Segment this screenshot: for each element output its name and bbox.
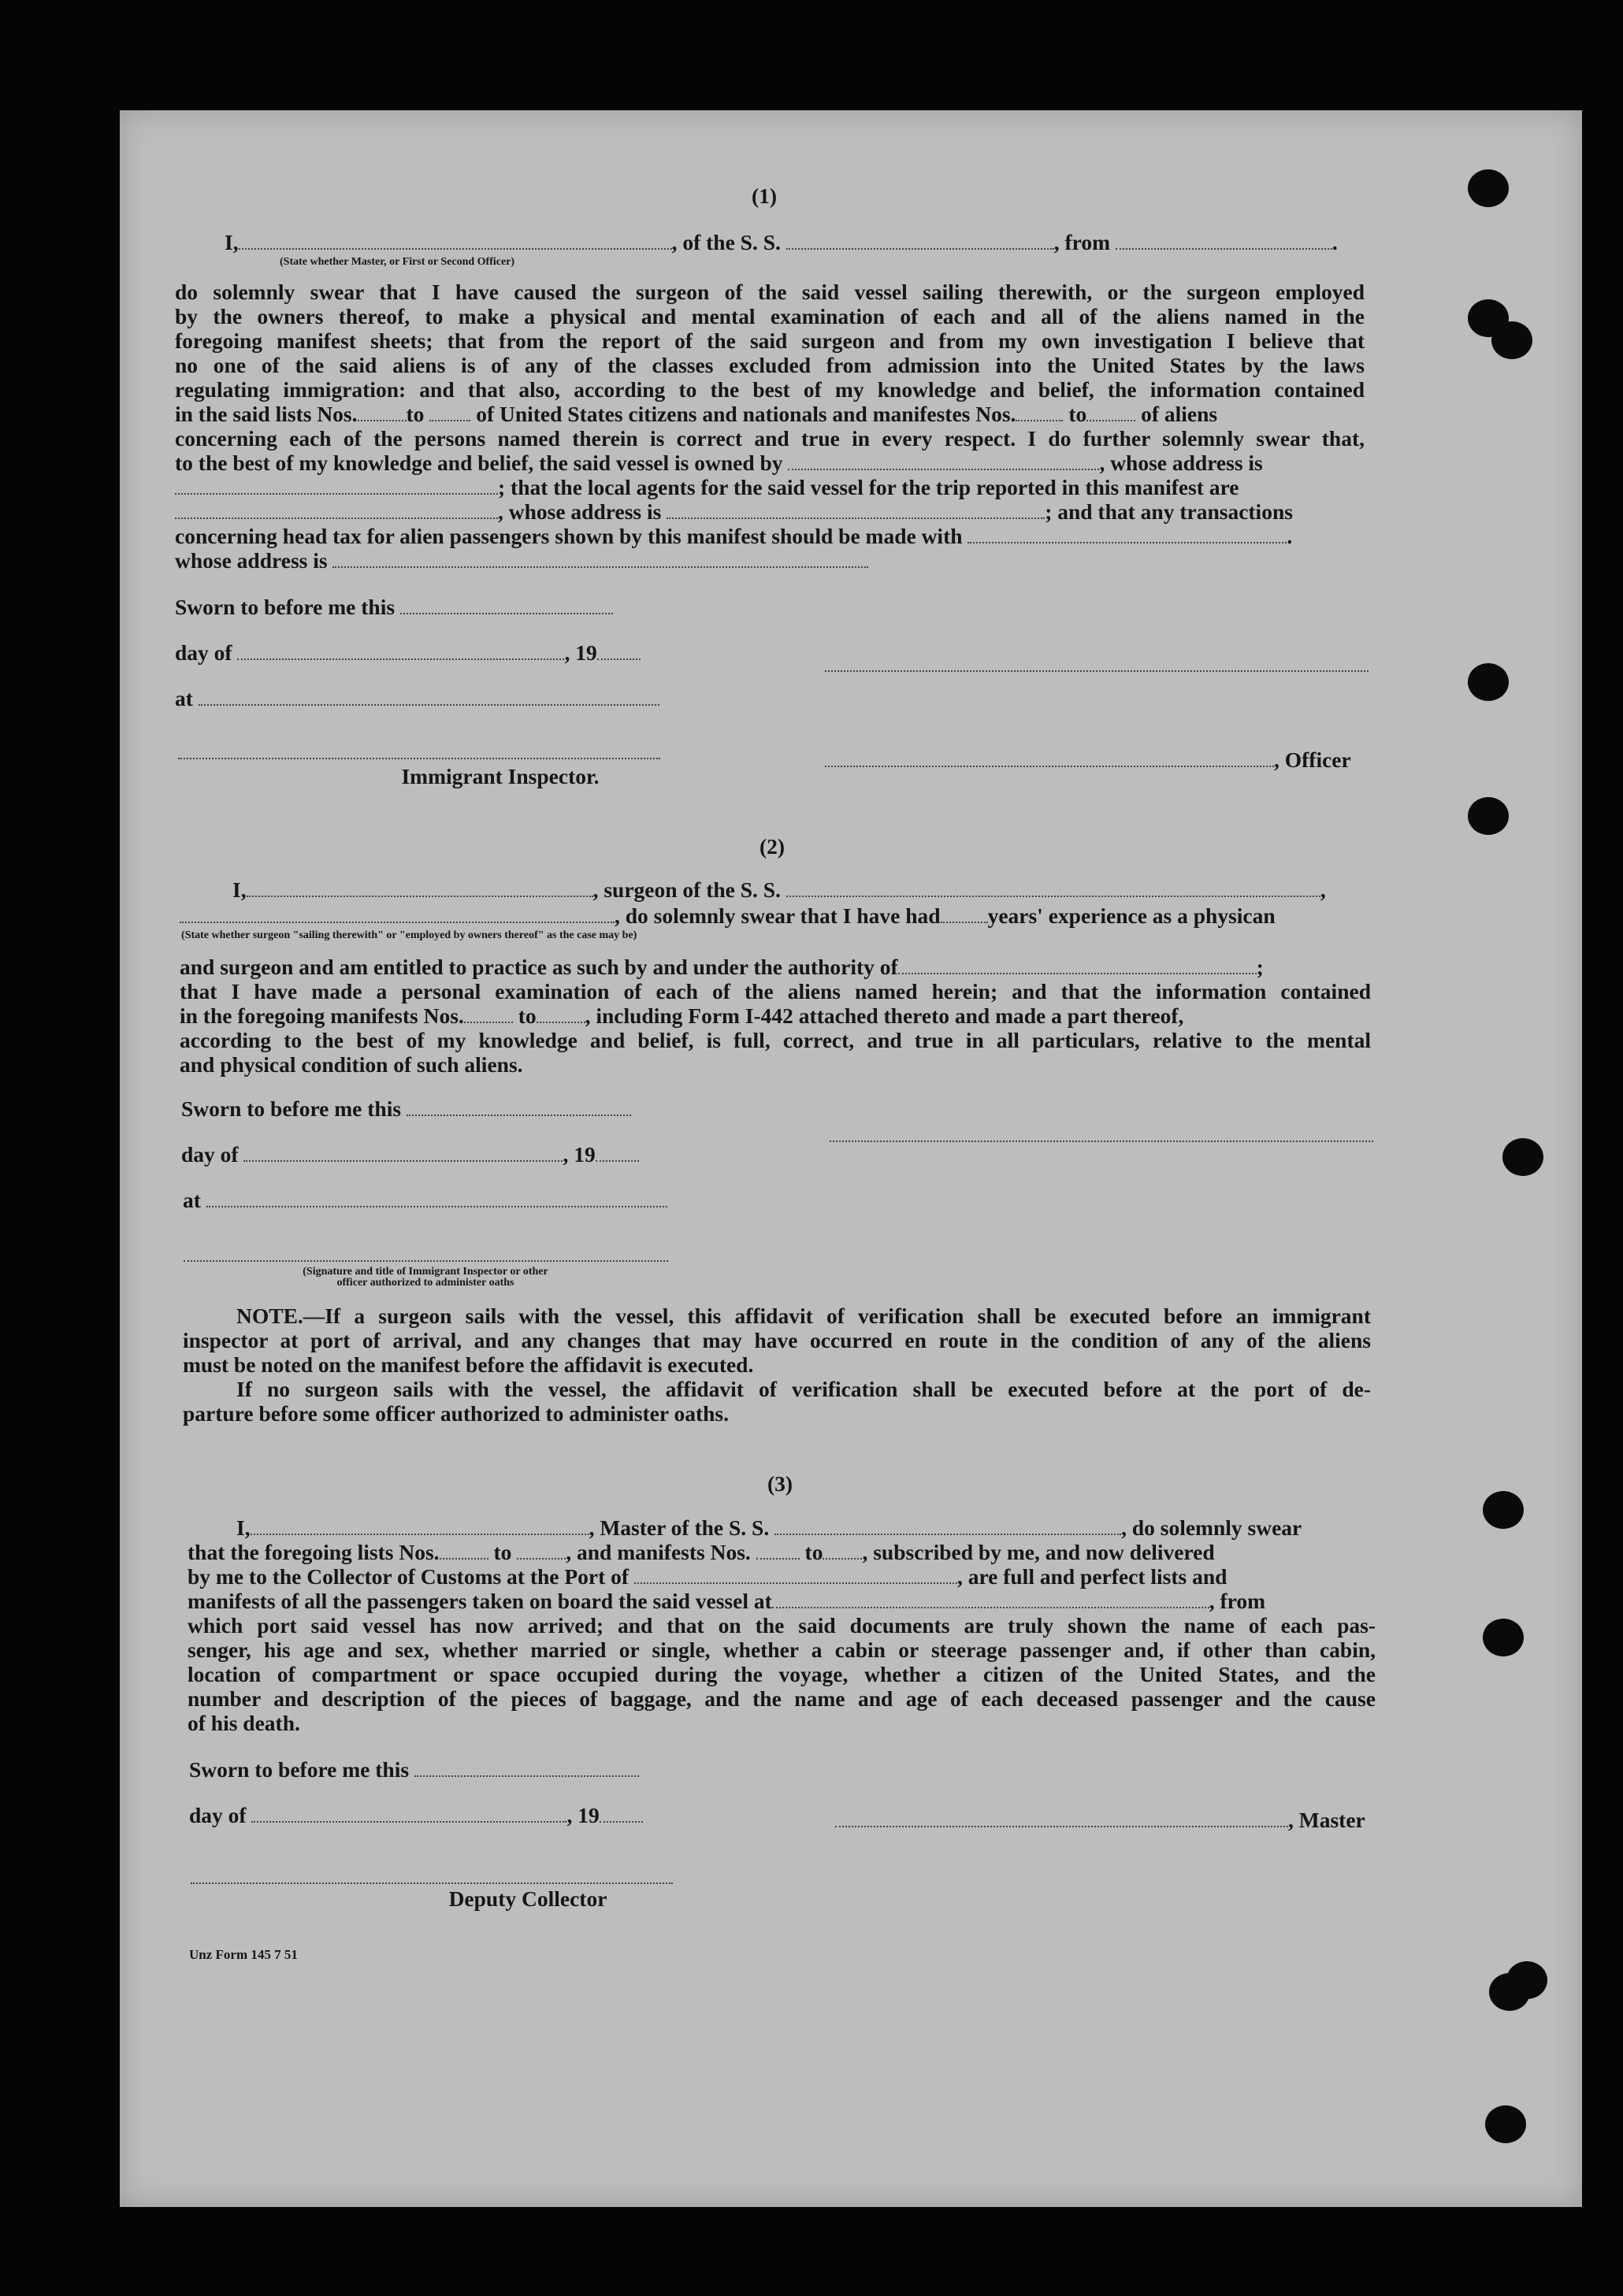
owner-address-field[interactable] (175, 476, 498, 495)
s2-at: at (183, 1188, 667, 1212)
binder-hole-1 (1468, 169, 1509, 207)
officer-name-field[interactable] (239, 231, 672, 250)
s3-master-signature-field[interactable] (835, 1808, 1288, 1827)
from-port-field[interactable] (1116, 231, 1332, 250)
s3-collector-signature-line[interactable] (191, 1882, 673, 1884)
s1-line-8: concerning each of the persons named therein is correct and true in every respect. I do further solemnly swear that, (175, 426, 1365, 451)
section-3-number: (3) (767, 1471, 793, 1496)
s2-at-field[interactable] (206, 1189, 667, 1207)
boarding-port-field[interactable] (772, 1589, 1209, 1608)
s1-officer-signature-line[interactable] (825, 670, 1369, 672)
head-tax-contact-field[interactable] (967, 525, 1287, 543)
s1-line-12: concerning head tax for alien passengers shown by this manifest should be made with . (175, 524, 1293, 548)
s1-sworn: Sworn to before me this (175, 595, 613, 619)
s2-signature-caption-1: (Signature and title of Immigrant Inspector or other (303, 1266, 548, 1278)
s2-line-5: in the foregoing manifests Nos. to , including Form I-442 attached thereto and made a part thereof, (180, 1003, 1184, 1028)
binder-hole-8 (1483, 1619, 1524, 1656)
s1-para-line: foregoing manifest sheets; that from the report of the said surgeon and from my own investigation I believe that (175, 328, 1365, 353)
s2-line-2: , do solemnly swear that I have had years' experience as a physican (180, 903, 1276, 928)
s2-line-6: according to the best of my knowledge and belief, is full, correct, and true in all particulars, relative to the mental (180, 1028, 1371, 1052)
lists-from-field[interactable] (358, 402, 407, 421)
s3-lists-to-field[interactable] (517, 1541, 566, 1560)
s3-vessel-field[interactable] (774, 1516, 1121, 1535)
s2-inspector-signature-line[interactable] (184, 1260, 668, 1262)
master-name-field[interactable] (251, 1516, 589, 1535)
s3-year-field[interactable] (600, 1804, 643, 1823)
s3-line-2: that the foregoing lists Nos. to , and manifests Nos. to , subscribed by me, and now delivered (188, 1540, 1215, 1564)
s1-month-field[interactable] (237, 641, 564, 660)
s3-sworn-date-field[interactable] (414, 1758, 639, 1777)
s3-line-1: I, , Master of the S. S. , do solemnly swear (236, 1515, 1302, 1540)
s3-para-line: number and description of the pieces of baggage, and the name and age of each deceased passenger and the cause (188, 1686, 1376, 1711)
s2-line-1: I, , surgeon of the S. S. , (232, 877, 1326, 902)
s1-para-line: regulating immigration: and that also, according to the best of my knowledge and belief, the information contained (175, 377, 1365, 402)
s3-para-line: location of compartment or space occupied during the voyage, whether a citizen of the United States, and the (188, 1662, 1376, 1686)
s1-line-11: , whose address is ; and that any transactions (175, 499, 1293, 524)
binder-hole-10 (1506, 1961, 1547, 1999)
s2-vessel-field[interactable] (786, 878, 1320, 897)
s1-officer-title-field[interactable] (825, 748, 1274, 767)
s3-line-3: by me to the Collector of Customs at the Port of , are full and perfect lists and (188, 1564, 1227, 1589)
owner-field[interactable] (788, 451, 1099, 470)
s1-inspector-signature-line[interactable] (178, 758, 660, 759)
authority-field[interactable] (898, 955, 1257, 974)
s2-dayof: day of , 19 (181, 1142, 639, 1167)
s2-surgeon-signature-line[interactable] (830, 1141, 1373, 1142)
s3-month-field[interactable] (251, 1804, 566, 1823)
immigrant-inspector-label: Immigrant Inspector. (401, 764, 600, 788)
s2-signature-caption-2: officer authorized to administer oaths (336, 1277, 514, 1289)
section-1-number: (1) (751, 184, 778, 208)
s1-officer-label: , Officer (825, 747, 1351, 772)
s1-para-line: no one of the said aliens is of any of the classes excluded from admission into the United States by the laws (175, 353, 1365, 377)
s2-note-line: inspector at port of arrival, and any changes that may have occurred en route in the condition of any of the aliens (183, 1328, 1371, 1352)
port-field[interactable] (634, 1565, 957, 1584)
s2-manifest-to-field[interactable] (537, 1004, 585, 1023)
s3-master-label: , Master (835, 1808, 1365, 1832)
s1-para-line: by the owners thereof, to make a physical and mental examination of each and all of the aliens named in the (175, 304, 1365, 328)
manifests-from-field[interactable] (1016, 402, 1063, 421)
s1-sworn-date-field[interactable] (400, 595, 613, 614)
s3-lists-from-field[interactable] (440, 1541, 488, 1560)
s3-sworn: Sworn to before me this (189, 1757, 639, 1782)
s3-manifests-from-field[interactable] (756, 1541, 800, 1560)
section-2-number: (2) (759, 834, 786, 859)
s2-note-line: parture before some officer authorized to administer oaths. (183, 1401, 729, 1426)
s3-para-line: senger, his age and sex, whether married or single, whether a cabin or steerage passenger and, if other than cabin, (188, 1638, 1376, 1662)
binder-hole-4 (1468, 663, 1509, 701)
s3-dayof: day of , 19 (189, 1803, 643, 1827)
head-tax-address-field[interactable] (332, 549, 868, 568)
surgeon-name-field[interactable] (247, 878, 593, 897)
s2-line-7: and physical condition of such aliens. (180, 1052, 523, 1077)
binder-hole-3 (1491, 321, 1532, 359)
deputy-collector-label: Deputy Collector (448, 1886, 607, 1911)
s2-month-field[interactable] (243, 1143, 563, 1162)
s3-line-9: of his death. (188, 1711, 300, 1735)
s1-line-9: to the best of my knowledge and belief, the said vessel is owned by , whose address is (175, 451, 1263, 475)
surgeon-status-field[interactable] (180, 904, 615, 923)
s2-sworn: Sworn to before me this (181, 1096, 631, 1121)
s3-manifests-to-field[interactable] (823, 1541, 862, 1560)
s3-line-4: manifests of all the passengers taken on board the said vessel at , from (188, 1589, 1266, 1613)
manifests-to-field[interactable] (1086, 402, 1135, 421)
binder-hole-7 (1483, 1491, 1524, 1529)
years-experience-field[interactable] (941, 904, 988, 923)
s1-line-10: ; that the local agents for the said vessel for the trip reported in this manifest are (175, 475, 1239, 499)
s2-note-line: NOTE.—If a surgeon sails with the vessel, this affidavit of verification shall be executed before an immigrant (236, 1304, 1371, 1328)
s1-at: at (175, 686, 659, 710)
s2-year-field[interactable] (596, 1143, 639, 1162)
s1-para-line: do solemnly swear that I have caused the surgeon of the said vessel sailing therewith, or the surgeon employed (175, 280, 1365, 304)
s2-line-4: that I have made a personal examination of each of the aliens named herein; and that the information contained (180, 979, 1371, 1003)
s2-note-line: If no surgeon sails with the vessel, the affidavit of verification shall be executed before at the port of de- (236, 1377, 1371, 1401)
s2-note-line: must be noted on the manifest before the affidavit is executed. (183, 1352, 754, 1377)
s1-line-1: I, , of the S. S. , from . (225, 230, 1338, 254)
s1-year-field[interactable] (597, 641, 641, 660)
binder-hole-5 (1468, 797, 1509, 835)
binder-hole-6 (1502, 1138, 1543, 1176)
binder-hole-11 (1485, 2105, 1526, 2143)
s1-line-7: in the said lists Nos. to of United States citizens and nationals and manifestes Nos. to of aliens (175, 402, 1218, 426)
form-number: Unz Form 145 7 51 (189, 1947, 298, 1962)
s2-line-3: and surgeon and am entitled to practice as such by and under the authority of ; (180, 955, 1264, 979)
s1-officer-note: (State whether Master, or First or Second Officer) (280, 256, 515, 268)
s1-dayof: day of , 19 (175, 640, 641, 665)
s1-at-field[interactable] (199, 687, 659, 706)
s2-surgeon-note: (State whether surgeon "sailing therewith" or "employed by owners thereof" as the case may be) (181, 929, 637, 941)
agents-address-field[interactable] (667, 500, 1045, 519)
s2-manifest-from-field[interactable] (464, 1004, 513, 1023)
lists-to-field[interactable] (429, 402, 470, 421)
vessel-name-field[interactable] (786, 231, 1054, 250)
agents-field[interactable] (175, 500, 498, 519)
s2-sworn-date-field[interactable] (407, 1097, 631, 1116)
s1-line-13: whose address is (175, 548, 868, 573)
s3-para-line: which port said vessel has now arrived; and that on the said documents are truly shown the name of each pas- (188, 1613, 1376, 1638)
